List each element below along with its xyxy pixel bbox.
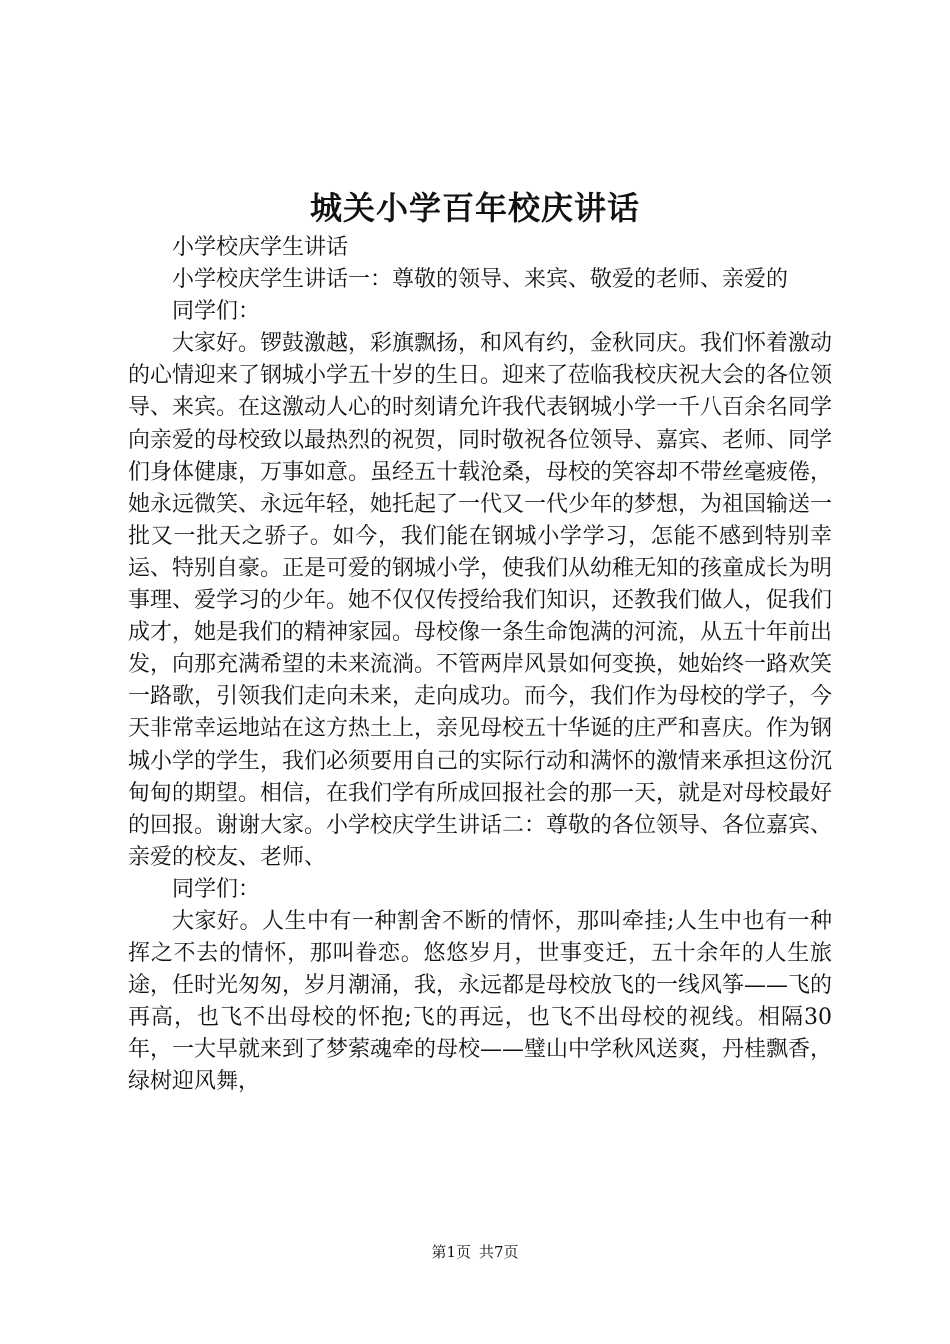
page-number: 第1页: [431, 1243, 471, 1261]
page-footer: [0, 1241, 950, 1263]
paragraph: 同学们：: [172, 299, 261, 325]
paragraph: 大家好。锣鼓激越，彩旗飘扬，和风有约，金秋同庆。我们怀着激动的心情迎来了钢城小学五十岁的生日。迎来了莅临我校庆祝大会的各位领导、来宾。在这激动人心的时刻请允许我代表钢城小学一千八百余名同学向亲爱的母校致以最热烈的祝贺，同时敬祝各位领导、嘉宾、老师、同学们身体健康，万事如意。虽经五十载沧桑，母校的笑容却不带丝毫疲倦，她永远微笑、永远年轻，她托起了一代又一代少年的梦想，为祖国输送一批又一批天之骄子。如今，我们能在钢城小学学习，怎能不感到特别幸运、特别自豪。正是可爱的钢城小学，使我们从幼稚无知的孩童成长为明事理、爱学习的少年。她不仅仅传授给我们知识，还教我们做人，促我们成才，她是我们的精神家园。母校像一条生命饱满的河流，从五十年前出发，向那充满希望的未来流淌。不管两岸风景如何变换，她始终一路欢笑一路歌，引领我们走向未来，走向成功。而今，我们作为母校的学子，今天非常幸运地站在这方热土上，亲见母校五十华诞的庄严和喜庆。作为钢城小学的学生，我们必须要用自己的实际行动和满怀的激情来承担这份沉甸甸的期望。相信，在我们学有所成回报社会的那一天，就是对母校最好的回报。谢谢大家。小学校庆学生讲话二：尊敬的各位领导、各位嘉宾、亲爱的校友、老师、: [128, 331, 833, 870]
page-total: 共7页: [479, 1243, 519, 1261]
document-body: [128, 232, 832, 1099]
document-title: 城关小学百年校庆讲话: [309, 189, 640, 227]
paragraph: 小学校庆学生讲话一：尊敬的领导、来宾、敬爱的老师、亲爱的: [172, 267, 789, 293]
paragraph: 同学们：: [172, 876, 261, 902]
paragraph: 大家好。人生中有一种割舍不断的情怀，那叫牵挂;人生中也有一种挥之不去的情怀，那叫眷恋。悠悠岁月，世事变迁，五十余年的人生旅途，任时光匆匆，岁月潮涌，我，永远都是母校放飞的一线风筝——飞的再高，也飞不出母校的怀抱;飞的再远，也飞不出母校的视线。相隔30年，一大早就来到了梦萦魂牵的母校——璧山中学秋风送爽，丹桂飘香，绿树迎风舞，: [128, 908, 833, 1095]
paragraph: 小学校庆学生讲话: [172, 235, 349, 260]
